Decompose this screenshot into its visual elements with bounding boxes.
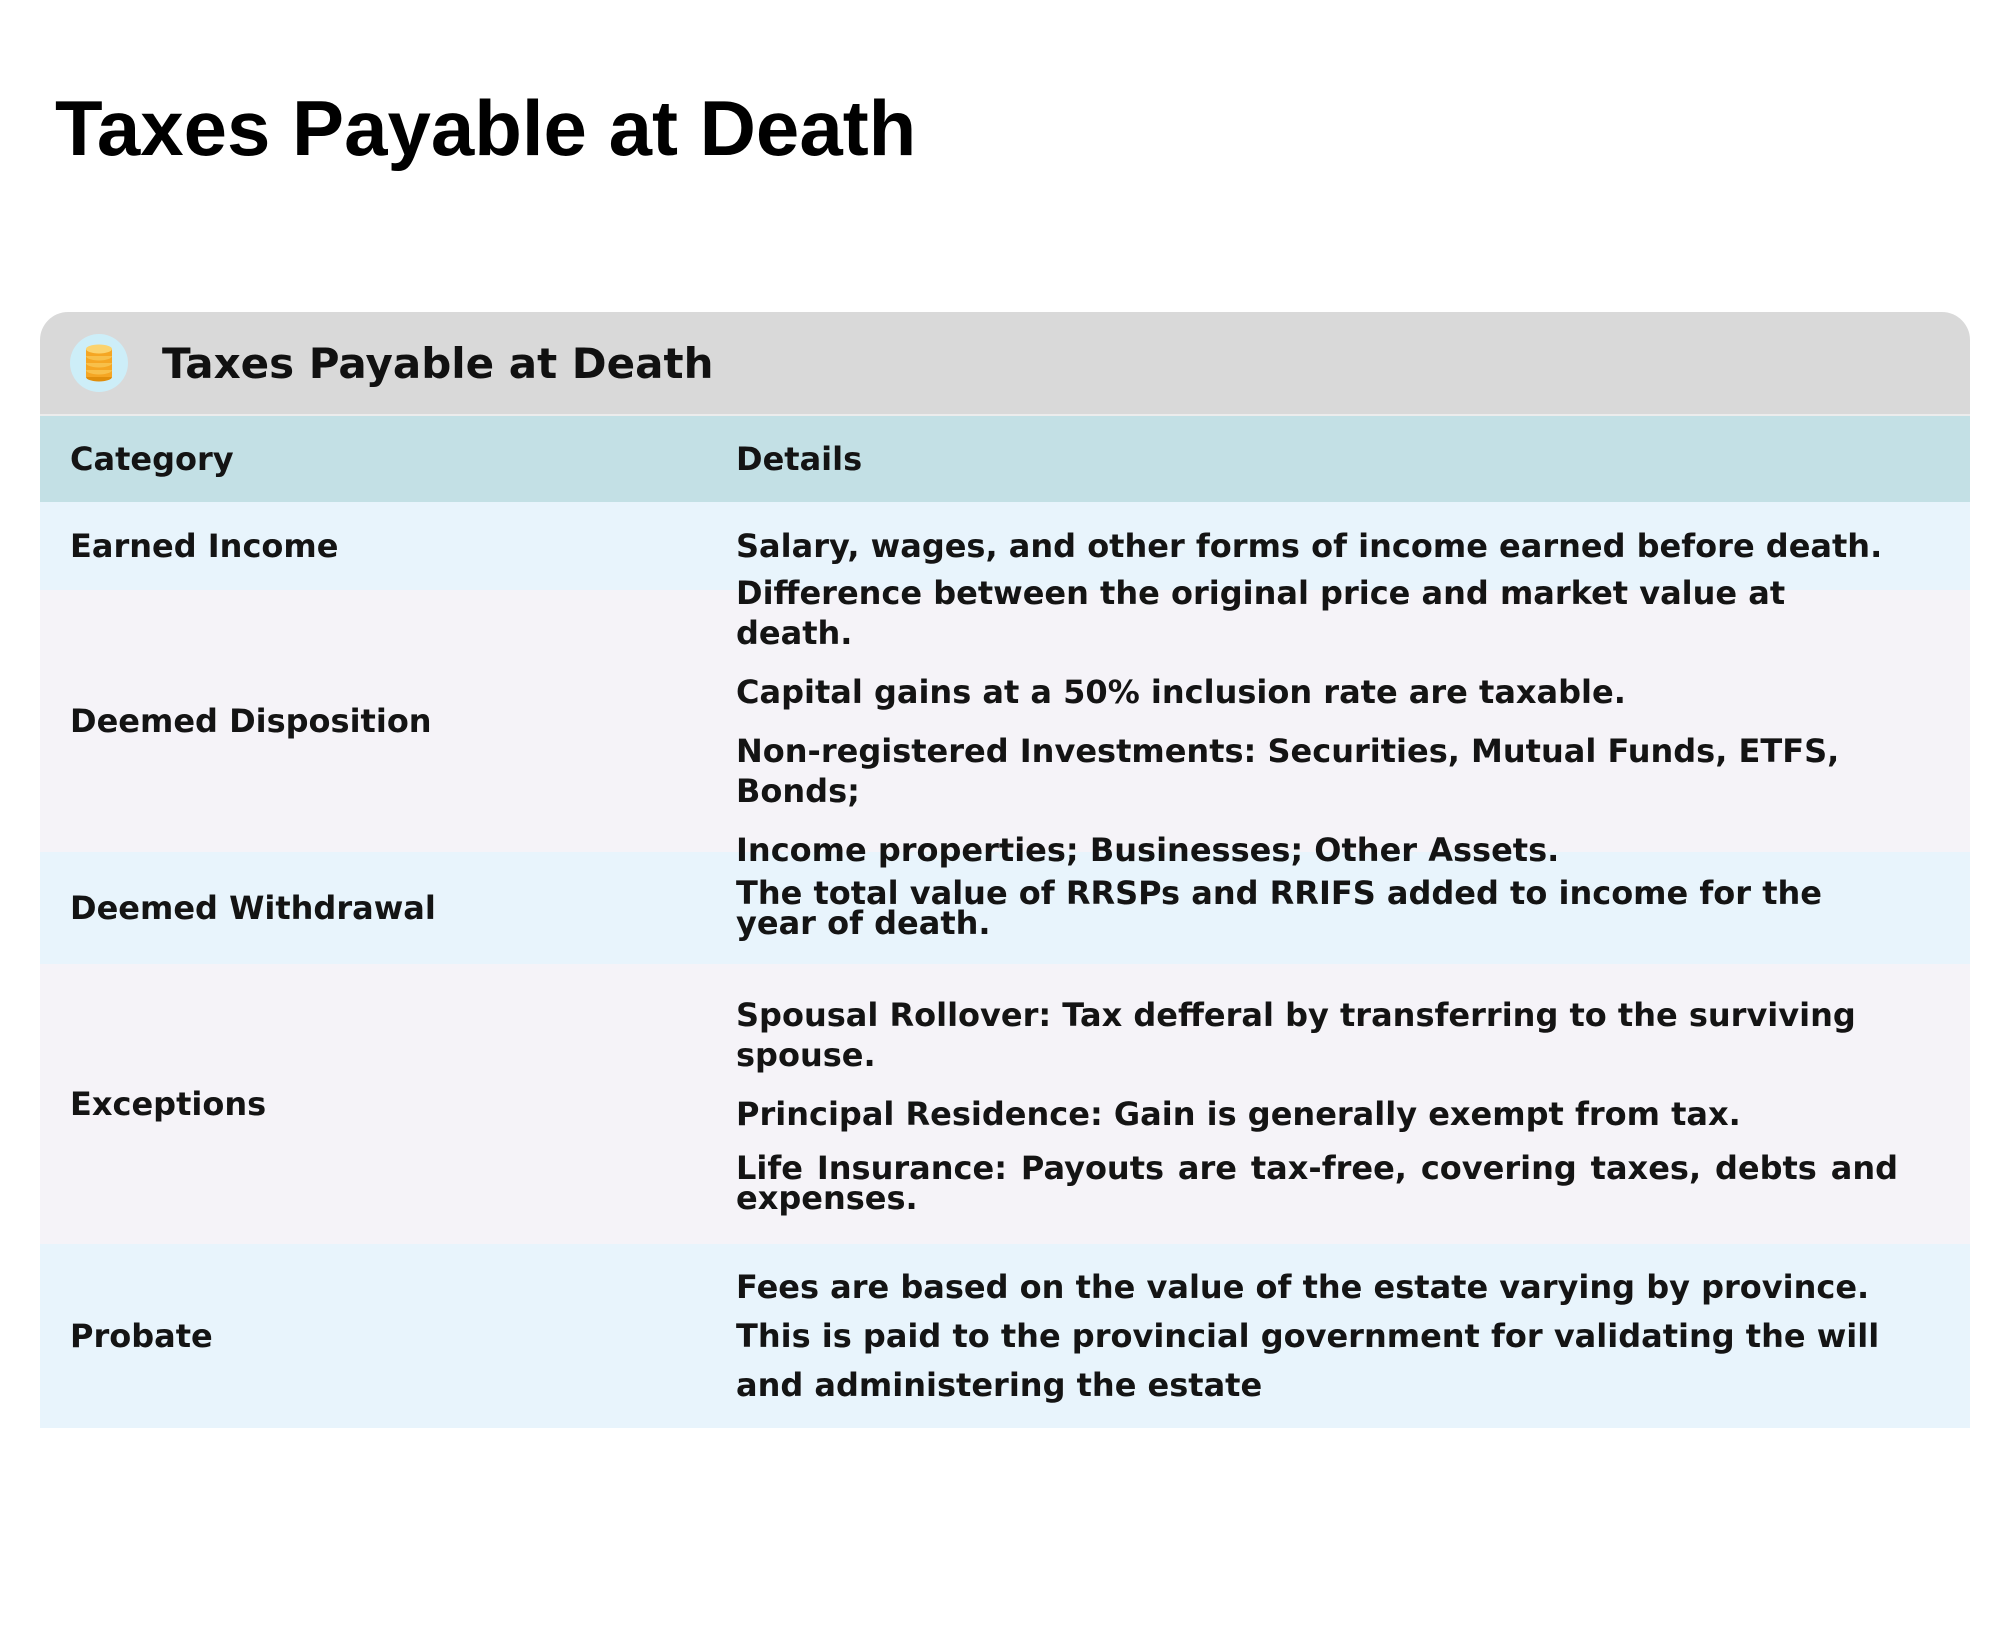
tax-card xyxy=(40,312,1970,1428)
category-cell: Deemed Withdrawal xyxy=(70,889,436,927)
category-cell: Deemed Disposition xyxy=(70,702,432,740)
details-cell xyxy=(736,573,1970,869)
column-header-category: Category xyxy=(70,440,234,478)
table-row xyxy=(40,964,1970,1244)
category-cell: Probate xyxy=(70,1317,213,1355)
details-line: Principal Residence: Gain is generally exempt from tax. xyxy=(736,1095,1741,1133)
details-line: Salary, wages, and other forms of income earned before death. xyxy=(736,527,1883,565)
table-header-row xyxy=(40,416,1970,502)
column-header-details-label: Details xyxy=(736,440,863,478)
table-row xyxy=(40,1244,1970,1428)
category-cell: Exceptions xyxy=(70,1085,267,1123)
details-cell xyxy=(736,964,1970,1244)
table-row xyxy=(40,573,1970,869)
details-line: Fees are based on the value of the estate varying by province. This is paid to the provincial government for validating the will and administering the estate xyxy=(736,1267,1880,1404)
table-row xyxy=(40,852,1970,964)
column-header-details xyxy=(736,416,1970,502)
card-title: Taxes Payable at Death xyxy=(162,338,714,388)
details-line: Difference between the original price and market value at death. xyxy=(736,573,1786,652)
card-header xyxy=(40,312,1970,416)
details-line: Non-registered Investments: Securities, Mutual Funds, ETFS, Bonds; xyxy=(736,731,1840,810)
details-line: The total value of RRSPs and RRIFS added to income for the year of death. xyxy=(736,874,1822,942)
details-line: Income properties; Businesses; Other Assets. xyxy=(736,830,1560,869)
page-title: Taxes Payable at Death xyxy=(55,84,917,172)
details-cell xyxy=(736,1244,1970,1428)
details-line: Spousal Rollover: Tax defferal by transferring to the surviving spouse. xyxy=(736,996,1856,1074)
details-line: Life Insurance: Payouts are tax-free, covering taxes, debts and expenses. xyxy=(736,1149,1898,1217)
details-line: Capital gains at a 50% inclusion rate are taxable. xyxy=(736,672,1626,711)
details-cell xyxy=(736,852,1970,964)
category-cell: Earned Income xyxy=(70,527,339,565)
coin-stack-icon xyxy=(70,334,128,392)
